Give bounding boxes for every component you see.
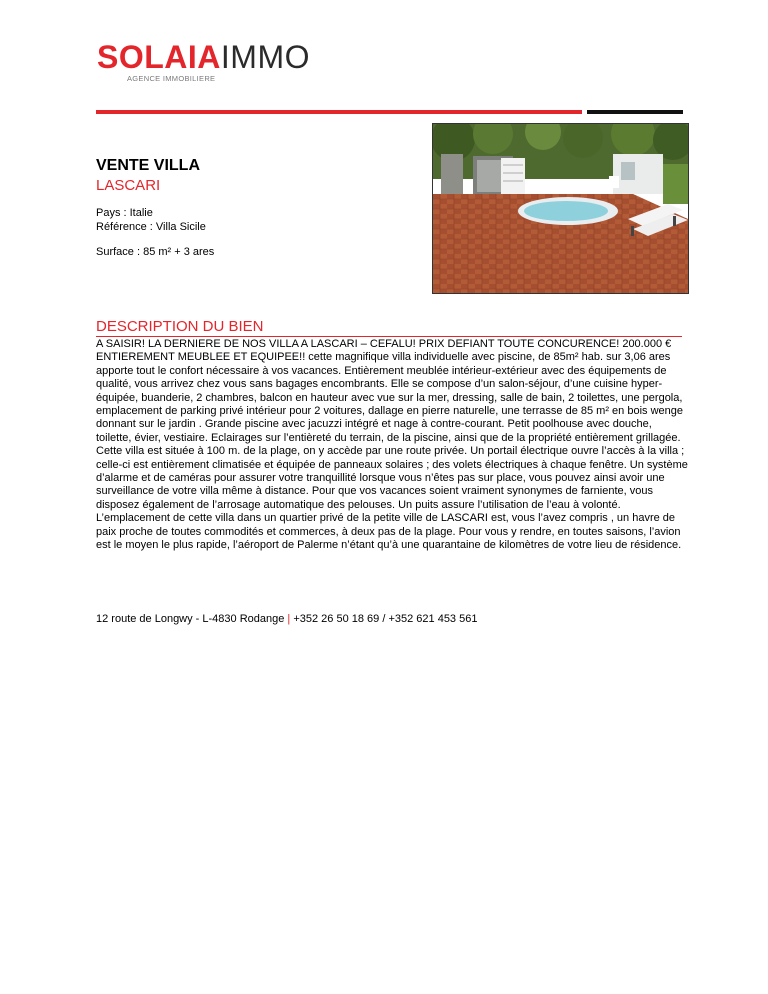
footer-separator: | [287, 613, 291, 625]
header-divider-dark [587, 110, 683, 114]
footer-contact [96, 613, 477, 625]
listing-reference: Référence : Villa Sicile [96, 221, 206, 233]
listing-title: VENTE VILLA [96, 157, 201, 174]
header-divider-red [96, 110, 582, 114]
logo-rest: IMMO [220, 39, 310, 75]
description-heading: DESCRIPTION DU BIEN [96, 318, 264, 335]
footer-address: 12 route de Longwy - L-4830 Rodange [96, 613, 285, 625]
footer-phones: +352 26 50 18 69 / +352 621 453 561 [293, 613, 478, 625]
property-photo [432, 123, 689, 294]
listing-country: Pays : Italie [96, 207, 153, 219]
logo-tagline: AGENCE IMMOBILIERE [127, 74, 216, 83]
listing-surface: Surface : 85 m² + 3 ares [96, 246, 215, 258]
logo-wordmark [97, 40, 310, 74]
description-text: A SAISIR! LA DERNIERE DE NOS VILLA A LASCARI – CEFALU! PRIX DEFIANT TOUTE CONCURENCE! 200.000 € ENTIEREMENT MEUBLEE ET EQUIPEE!! cette magnifique villa individuelle avec piscine, de 85m² hab. sur 3,06 ares apporte tout le confort nécessaire à vos vacances. Entièrement meublée intérieur-extérieur avec des équipements de qualité, vous arrivez chez vous sans bagages encombrants. Elle se compose d’un salon-séjour, d’une cuisine hyper-équipée, buanderie, 2 chambres, balcon en hauteur avec vue sur la mer, dressing, salle de bain, 2 toilettes, une pergola, emplacement de parking privé intérieur pour 2 voitures, dallage en pierre naturelle, une terrasse de 85 m² en bois wenge donnant sur le jardin . Grande piscine avec jacuzzi intégré et nage à contre-courant. Petit poolhouse avec douche, toilette, évier, vestiaire. Eclairages sur l’entièreté du terrain, de la piscine, ainsi que de la propriété entièrement grillagée. Cette villa est située à 100 m. de la plage, on y accède par une route privée. Un portail électrique ouvre l’accès à la villa ; celle-ci est entièrement climatisée et équipée de panneaux solaires ; des volets électriques à chaque fenêtre. Un système d’alarme et de caméras pour assurer votre tranquillité lorsque vous n’êtes pas sur place, vous pouvez ainsi avoir une surveillance de votre villa même à distance. Pour que vos vacances soient vraiment synonymes de farniente, vous disposez également de l’arrosage automatique des pelouses. Un puits assure l’utilisation de l’eau à volonté. L’emplacement de cette villa dans un quartier privé de la petite ville de LASCARI est, vous l’avez compris , un havre de paix proche de toutes commodités et commerces, à deux pas de la plage. Pour vous y rendre, en toutes saisons, l’avion est le moyen le plus rapide, l’aéroport de Palerme n’étant qu’à une quarantaine de kilomètres de votre lieu de résidence. [96, 338, 688, 552]
description-heading-underline [96, 336, 682, 337]
logo-brand: SOLAIA [97, 39, 221, 75]
listing-location: LASCARI [96, 177, 161, 194]
agency-logo [97, 40, 327, 90]
